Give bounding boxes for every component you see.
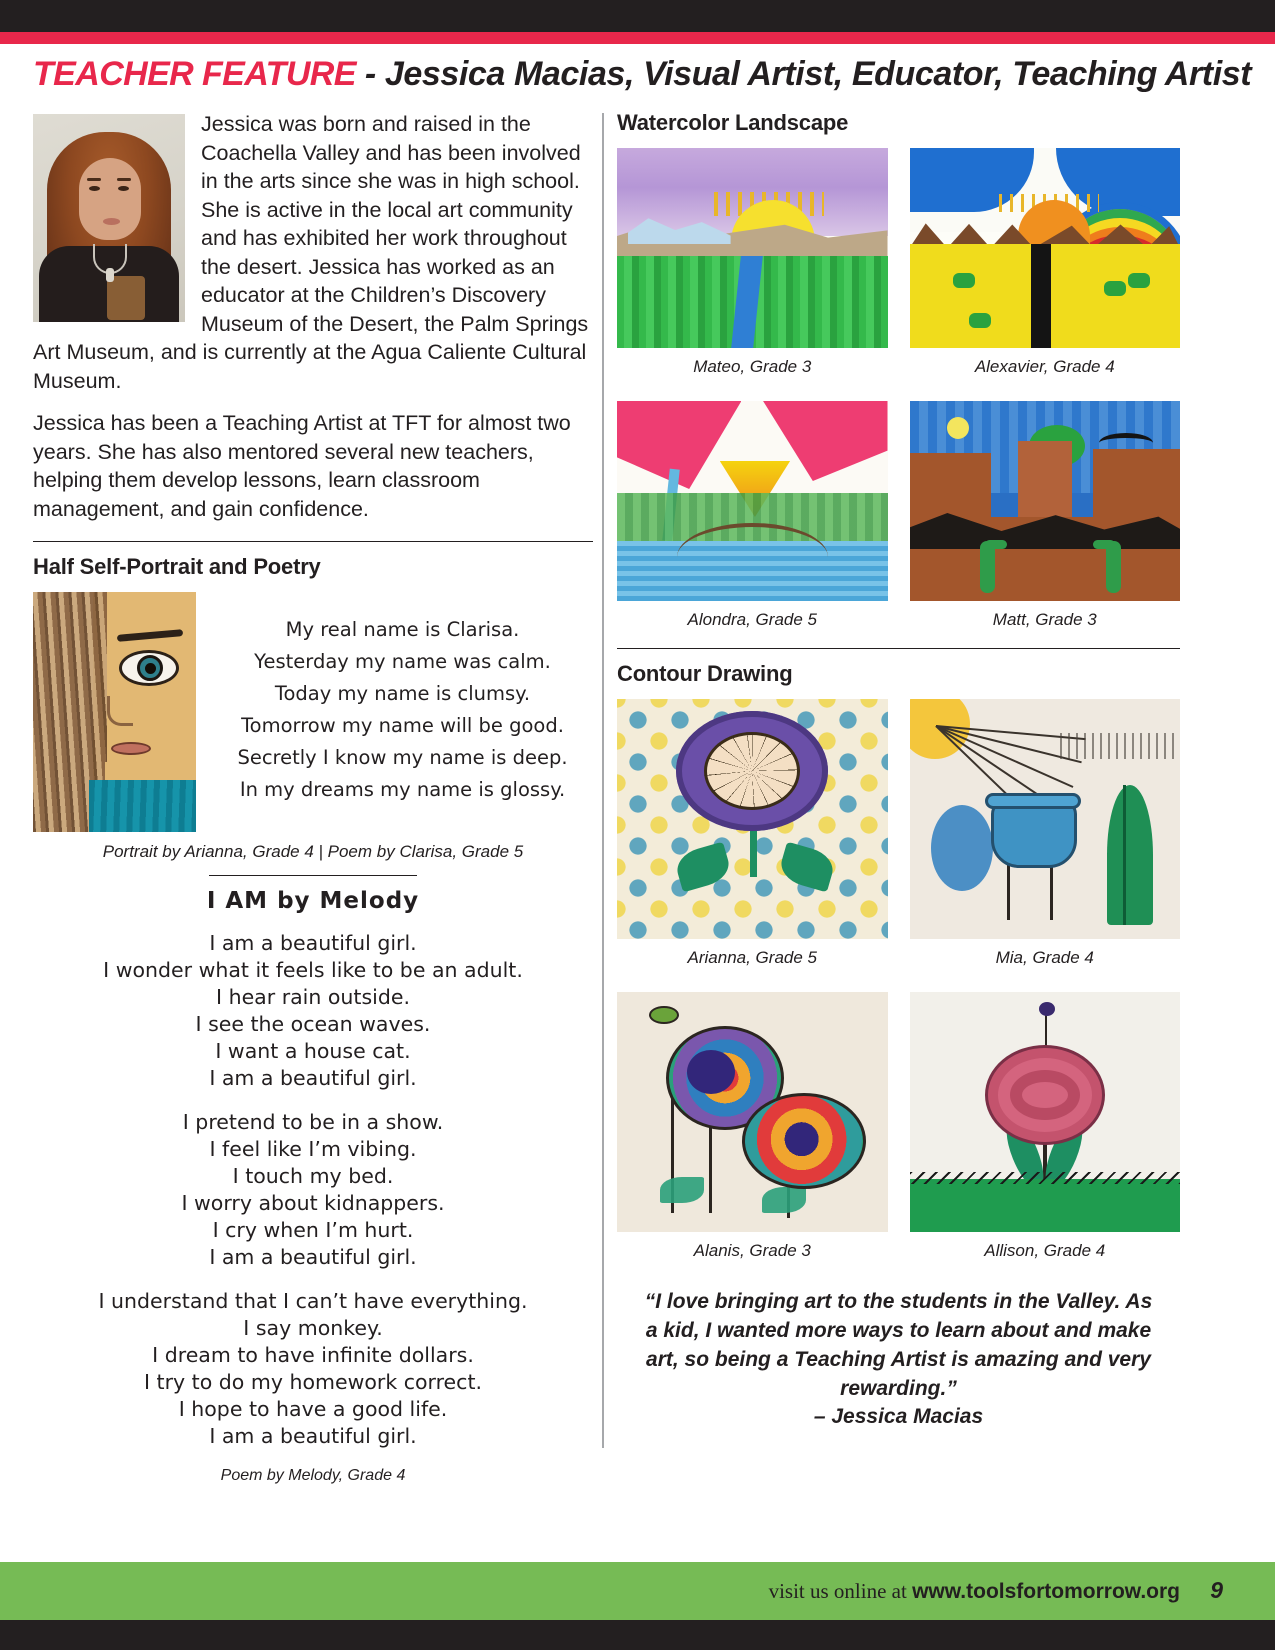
section-rule bbox=[617, 648, 1180, 649]
watercolor-pink-sky-bridge-water bbox=[617, 401, 888, 601]
poem-line: In my dreams my name is glossy. bbox=[239, 778, 566, 801]
teacher-quote: “I love bringing art to the students in the Valley. As a kid, I wanted more ways to learn about and make art, so being a Teaching Artist is amazing and very rewarding.” bbox=[644, 1290, 1153, 1400]
poem-line: I dream to have infinite dollars. bbox=[152, 1343, 474, 1367]
contour-vase-sun-leaves bbox=[910, 699, 1181, 939]
bio-paragraph-2: Jessica has been a Teaching Artist at TFT for almost two years. She has also mentored several new teachers, helping them develop lessons, learn classroom management, and gain confidence. bbox=[33, 411, 571, 521]
i-am-poem-title: I AM by Melody bbox=[206, 888, 420, 914]
footer-dark-bar bbox=[0, 1620, 1275, 1650]
half-portrait-row bbox=[33, 592, 593, 832]
artwork-caption: Mateo, Grade 3 bbox=[693, 357, 812, 376]
poem-line: My real name is Clarisa. bbox=[285, 618, 520, 641]
left-column bbox=[33, 110, 593, 1485]
poem-line: Secretly I know my name is deep. bbox=[237, 746, 568, 769]
poem-line: I wonder what it feels like to be an adult. bbox=[103, 958, 523, 982]
footer-visit-text bbox=[769, 1579, 1180, 1604]
poem-line: I am a beautiful girl. bbox=[209, 1245, 417, 1269]
poem-line: I hope to have a good life. bbox=[178, 1397, 448, 1421]
artwork-caption: Arianna, Grade 5 bbox=[687, 948, 817, 967]
poem-line: I touch my bed. bbox=[232, 1164, 394, 1188]
poem-line: I am a beautiful girl. bbox=[209, 931, 417, 955]
artwork-caption: Matt, Grade 3 bbox=[992, 610, 1097, 629]
poem-line: Yesterday my name was calm. bbox=[254, 650, 551, 673]
top-accent-bar bbox=[0, 32, 1275, 44]
top-dark-bar bbox=[0, 0, 1275, 32]
poem-line: I say monkey. bbox=[243, 1316, 383, 1340]
teacher-quote-author: – Jessica Macias bbox=[813, 1405, 984, 1428]
watercolor-heading: Watercolor Landscape bbox=[617, 110, 849, 135]
poem-divider-rule bbox=[209, 875, 417, 876]
artwork-caption: Mia, Grade 4 bbox=[995, 948, 1094, 967]
artwork-cell bbox=[910, 148, 1181, 377]
contour-heading: Contour Drawing bbox=[617, 661, 793, 686]
contour-purple-flower-dotted bbox=[617, 699, 888, 939]
jessica-macias-photo bbox=[33, 114, 185, 322]
i-am-poem-body bbox=[33, 930, 593, 1450]
half-self-portrait-heading: Half Self-Portrait and Poetry bbox=[33, 554, 321, 579]
artwork-cell bbox=[617, 401, 888, 630]
footer-visit-label: visit us online at bbox=[768, 1579, 913, 1603]
page-title-subject: - Jessica Macias, Visual Artist, Educator, Teaching Artist bbox=[355, 55, 1252, 93]
artwork-caption: Alondra, Grade 5 bbox=[687, 610, 817, 629]
half-portrait-credit: Portrait by Arianna, Grade 4 | Poem by Clarisa, Grade 5 bbox=[102, 842, 524, 861]
poem-stanza bbox=[33, 930, 593, 1092]
poem-stanza bbox=[33, 1109, 593, 1271]
watercolor-grid-row-1 bbox=[617, 148, 1180, 377]
poem-line: I am a beautiful girl. bbox=[209, 1066, 417, 1090]
poem-line: I see the ocean waves. bbox=[195, 1012, 431, 1036]
poem-line: I pretend to be in a show. bbox=[182, 1110, 444, 1134]
contour-two-rainbow-flowers bbox=[617, 992, 888, 1232]
watercolor-mesa-cactus-night bbox=[910, 401, 1181, 601]
poem-line: I worry about kidnappers. bbox=[181, 1191, 445, 1215]
poem-line: Today my name is clumsy. bbox=[274, 682, 531, 705]
footer-url[interactable]: www.toolsfortomorrow.org bbox=[912, 1580, 1180, 1603]
column-divider bbox=[602, 113, 604, 1448]
artwork-caption: Alexavier, Grade 4 bbox=[974, 357, 1115, 376]
artwork-cell bbox=[617, 992, 888, 1261]
poem-line: Tomorrow my name will be good. bbox=[241, 714, 564, 737]
clarisa-poem bbox=[212, 592, 593, 806]
section-rule bbox=[33, 541, 593, 542]
artwork-caption: Allison, Grade 4 bbox=[984, 1241, 1106, 1260]
half-self-portrait-artwork bbox=[33, 592, 196, 832]
poem-line: I want a house cat. bbox=[215, 1039, 411, 1063]
poem-line: I understand that I can’t have everything. bbox=[98, 1289, 528, 1313]
artwork-cell bbox=[910, 992, 1181, 1261]
artwork-cell bbox=[617, 148, 888, 377]
watercolor-grid-row-2 bbox=[617, 401, 1180, 630]
poem-line: I feel like I’m vibing. bbox=[209, 1137, 417, 1161]
contour-grid-row-2 bbox=[617, 992, 1180, 1261]
watercolor-rainbow-desert-road bbox=[910, 148, 1181, 348]
page-title bbox=[33, 54, 1252, 94]
artwork-cell bbox=[910, 401, 1181, 630]
artwork-cell bbox=[910, 699, 1181, 968]
i-am-poem-credit: Poem by Melody, Grade 4 bbox=[220, 1467, 406, 1484]
poem-stanza bbox=[33, 1288, 593, 1450]
right-column bbox=[617, 110, 1180, 1429]
contour-grid-row-1 bbox=[617, 699, 1180, 968]
bio-paragraph-1: Jessica was born and raised in the Coachella Valley and has been involved in the arts since she was in high school. She is active in the local art community and has exhibited her work throughout the desert. Jessica has worked as an educator at the Children’s Discovery Museum of the Desert, the Palm Springs Art Museum, and is currently at the Agua Caliente Cultural Museum. bbox=[33, 112, 589, 393]
poem-line: I am a beautiful girl. bbox=[209, 1424, 417, 1448]
poem-line: I hear rain outside. bbox=[216, 985, 410, 1009]
artwork-caption: Alanis, Grade 3 bbox=[693, 1241, 811, 1260]
poem-line: I try to do my homework correct. bbox=[144, 1370, 482, 1394]
poem-line: I cry when I’m hurt. bbox=[212, 1218, 414, 1242]
bio-block bbox=[33, 110, 593, 523]
watercolor-sunrise-mountains-river bbox=[617, 148, 888, 348]
page-title-feature-label: TEACHER FEATURE bbox=[33, 55, 356, 93]
page-number: 9 bbox=[1210, 1577, 1223, 1603]
artwork-cell bbox=[617, 699, 888, 968]
contour-pink-rose-grass bbox=[910, 992, 1181, 1232]
